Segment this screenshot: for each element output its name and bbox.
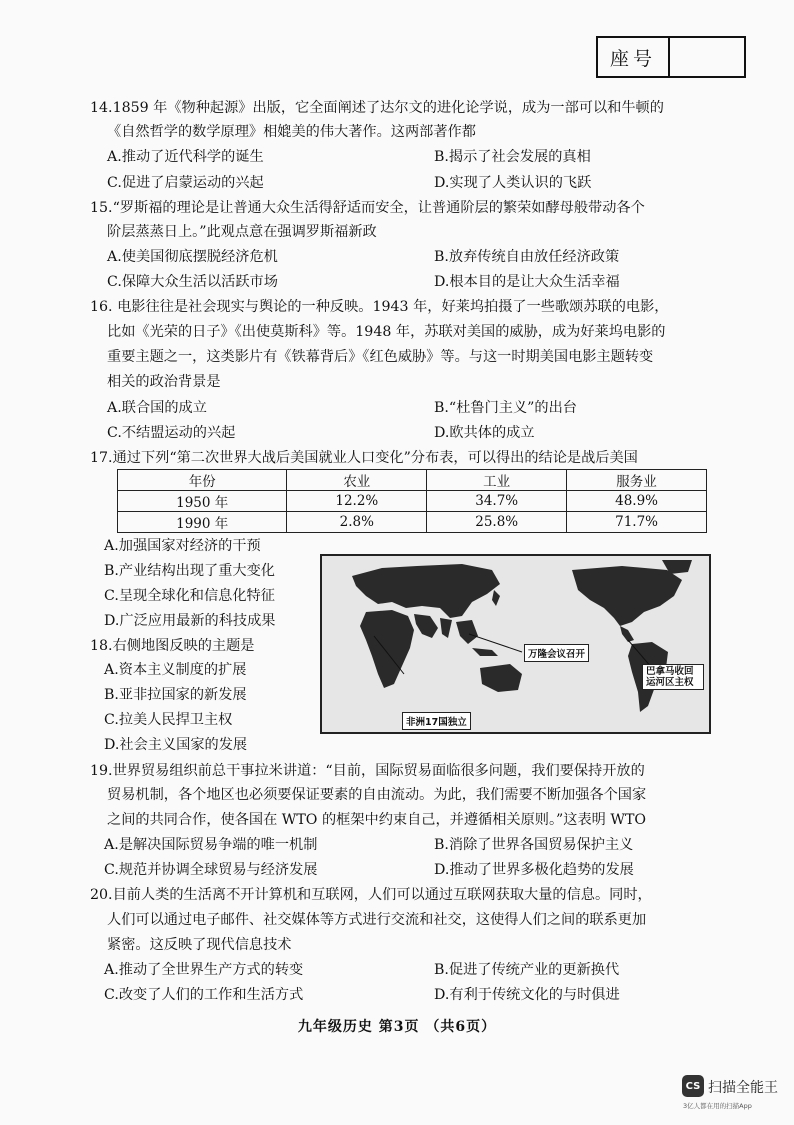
table-header-cell: 工业 (427, 470, 567, 491)
q19-option-d: D.推动了世界多极化趋势的发展 (434, 862, 634, 878)
q16-option-b: B.“杜鲁门主义”的出台 (434, 400, 577, 416)
table-header-cell: 服务业 (567, 470, 707, 491)
q20-option-c: C.改变了人们的工作和生活方式 (104, 987, 304, 1003)
q20-line-1: 20.目前人类的生活离不开计算机和互联网，人们可以通过互联网获取大量的信息。同时， (90, 887, 652, 903)
table-cell: 48.9% (567, 491, 707, 512)
seat-label: 座号 (598, 38, 670, 76)
q19-line-3: 之间的共同合作，使各国在 WTO 的框架中约束自己，并遵循相关原则。”这表明 WTO (107, 812, 647, 828)
world-map (320, 554, 711, 734)
q16-option-c: C.不结盟运动的兴起 (107, 425, 236, 441)
table-cell: 12.2% (287, 491, 427, 512)
camscanner-name: 扫描全能王 (708, 1080, 778, 1096)
q15-line-2: 阶层蒸蒸日上。”此观点意在强调罗斯福新政 (107, 224, 377, 240)
q15-option-d: D.根本目的是让大众生活幸福 (434, 274, 620, 290)
q14-option-a: A.推动了近代科学的诞生 (107, 149, 264, 165)
q18-option-c: C.拉美人民捍卫主权 (104, 712, 233, 728)
table-cell: 34.7% (427, 491, 567, 512)
table-row (118, 512, 707, 533)
table-cell: 71.7% (567, 512, 707, 533)
table-header-cell: 农业 (287, 470, 427, 491)
page-footer: 九年级历史 第3页 （共6页） (297, 1019, 497, 1035)
q19-option-a: A.是解决国际贸易争端的唯一机制 (104, 837, 318, 853)
q14-option-d: D.实现了人类认识的飞跃 (434, 175, 592, 191)
q15-option-c: C.保障大众生活以活跃市场 (107, 274, 278, 290)
q20-line-3: 紧密。这反映了现代信息技术 (107, 937, 292, 953)
map-label-panama: 巴拿马收回运河区主权 (642, 664, 704, 690)
q20-option-b: B.促进了传统产业的更新换代 (434, 962, 620, 978)
q17-line-1: 17.通过下列“第二次世界大战后美国就业人口变化”分布表，可以得出的结论是战后美国 (90, 450, 638, 466)
q14-option-c: C.促进了启蒙运动的兴起 (107, 175, 264, 191)
q14-line-1: 14.1859 年《物种起源》出版，它全面阐述了达尔文的进化论学说，成为一部可以和牛顿的 (90, 100, 664, 116)
employment-table (117, 469, 707, 533)
q16-line-3: 重要主题之一，这类影片有《铁幕背后》《红色威胁》等。与这一时期美国电影主题转变 (107, 349, 654, 365)
q18-line-1: 18.右侧地图反映的主题是 (90, 638, 255, 654)
q15-line-1: 15.“罗斯福的理论是让普通大众生活得舒适而安全，让普通阶层的繁荣如酵母般带动各个 (90, 200, 645, 216)
q16-line-2: 比如《光荣的日子》《出使莫斯科》等。1948 年，苏联对美国的威胁，成为好莱坞电影的 (107, 324, 666, 340)
seat-value (670, 38, 744, 76)
q17-option-d: D.广泛应用最新的科技成果 (104, 613, 276, 629)
q20-option-a: A.推动了全世界生产方式的转变 (104, 962, 304, 978)
q16-line-4: 相关的政治背景是 (107, 374, 221, 390)
table-cell: 2.8% (287, 512, 427, 533)
map-label-bandung: 万隆会议召开 (524, 644, 589, 662)
q18-option-d: D.社会主义国家的发展 (104, 737, 248, 753)
camscanner-tagline: 3亿人都在用的扫描App (683, 1102, 752, 1110)
q14-option-b: B.揭示了社会发展的真相 (434, 149, 591, 165)
table-row (118, 491, 707, 512)
q17-option-c: C.呈现全球化和信息化特征 (104, 588, 275, 604)
table-header-cell: 年份 (118, 470, 287, 491)
q15-option-a: A.使美国彻底摆脱经济危机 (107, 249, 278, 265)
table-cell: 25.8% (427, 512, 567, 533)
q16-option-d: D.欧共体的成立 (434, 425, 535, 441)
q17-option-b: B.产业结构出现了重大变化 (104, 563, 275, 579)
q18-option-a: A.资本主义制度的扩展 (104, 662, 247, 678)
q14-line-2: 《自然哲学的数学原理》相媲美的伟大著作。这两部著作都 (107, 124, 476, 140)
table-cell: 1950 年 (118, 491, 287, 512)
q19-option-b: B.消除了世界各国贸易保护主义 (434, 837, 634, 853)
camscanner-logo-icon: CS (682, 1075, 704, 1097)
q16-option-a: A.联合国的成立 (107, 400, 207, 416)
q17-option-a: A.加强国家对经济的干预 (104, 538, 261, 554)
q20-option-d: D.有利于传统文化的与时俱进 (434, 987, 620, 1003)
table-cell: 1990 年 (118, 512, 287, 533)
q16-line-1: 16. 电影往往是社会现实与舆论的一种反映。1943 年，好莱坞拍摄了一些歌颂苏联的电影， (90, 299, 669, 315)
table-header-row (118, 470, 707, 491)
q18-option-b: B.亚非拉国家的新发展 (104, 687, 247, 703)
q15-option-b: B.放弃传统自由放任经济政策 (434, 249, 620, 265)
world-map-drawing (322, 556, 709, 732)
q19-option-c: C.规范并协调全球贸易与经济发展 (104, 862, 318, 878)
q19-line-1: 19.世界贸易组织前总干事拉米讲道：“目前，国际贸易面临很多问题，我们要保持开放的 (90, 763, 645, 779)
q19-line-2: 贸易机制，各个地区也必须要保证要素的自由流动。为此，我们需要不断加强各个国家 (107, 787, 647, 803)
q20-line-2: 人们可以通过电子邮件、社交媒体等方式进行交流和社交，这使得人们之间的联系更加 (107, 912, 647, 928)
seat-number-box (596, 36, 746, 78)
map-label-africa: 非洲17国独立 (402, 712, 471, 730)
